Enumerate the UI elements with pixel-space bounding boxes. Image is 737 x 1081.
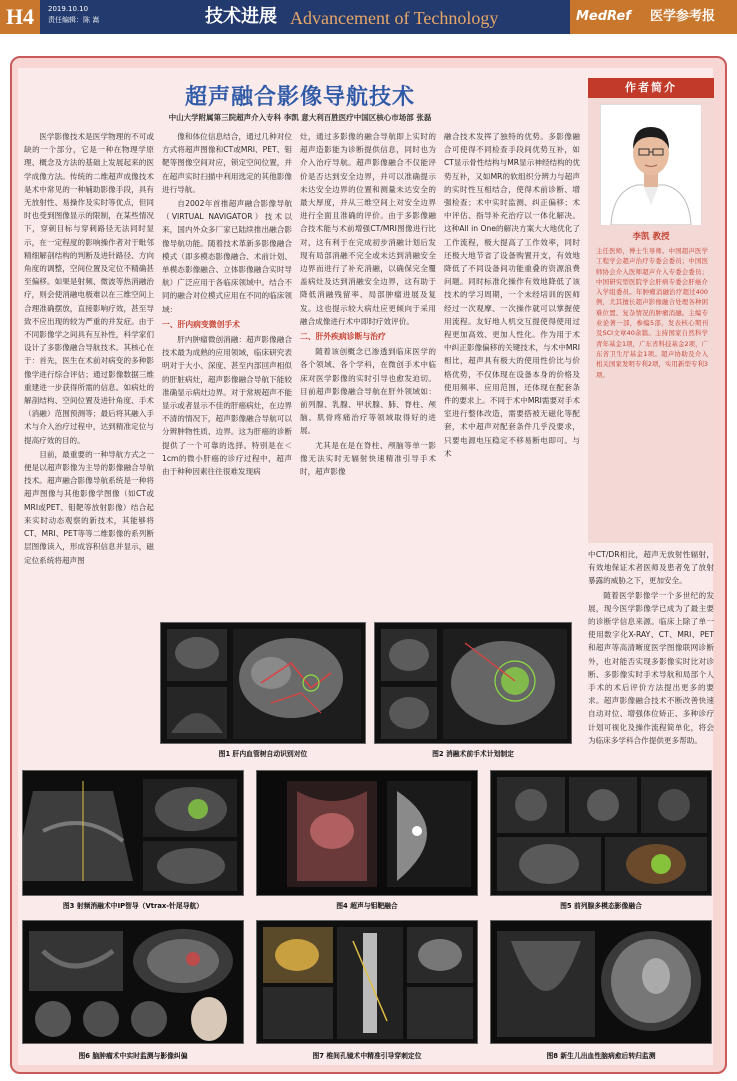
issue-date: 2019.10.10 — [48, 5, 89, 13]
brand-en: MedRef — [576, 9, 631, 24]
article-title: 超声融合影像导航技术 — [184, 85, 415, 110]
figure-6-caption: 图6 脑肿瘤术中实时监测与影像纠偏 — [78, 1052, 188, 1060]
figure-1-image — [160, 622, 366, 744]
paragraph: 医学影像技术是医学物理的不可或缺的一个部分，它是一种在物理学原理、概念及方法的基础上发展起来的医学成像方法。传统的二维超声成像技术是术中常见的一种辅助影像手段，具有无放射性、易操作及实时等优点，但同时也受到图像显示的限制，在某些情况下，穿刺目标与穿刺路径无法同时显示，在一定程度的影响操作者对于毗邻精细解剖结构的判断及进针路径、方向角度的调整，空间位置及定位不精确甚至偏移。如果是射频、微波等热消融治疗，则会使消融电极难以在三维空间上合理准确摆放，直接影响疗效，甚至导致不应出现的较为严重的并发症。由于不同影像学之间具有互补性，科学家们设计了多影像融合导航技术。其核心在于：首先，医生在术前对病变的多种影像学进行综合评估；通过影像数据三维重建进一步获得所需的信息。如病灶的解剖结构、空间位置及进针角度、手术（消融）范围预测等；最后将其融入手术与介入治疗过程中，达到精准定位与提高疗效的目的。 — [24, 132, 154, 445]
figure-2-caption: 图2 消融术前手术计划制定 — [432, 750, 514, 758]
figure-4-image — [256, 770, 478, 896]
paragraph: 像和体位信息结合，通过几种对位方式将超声图像和CT或MRI、PET、钼靶等图像空间对应，锁定空间位置，并在超声实时扫描中利用选定的其他影像进行导航。 — [162, 132, 292, 194]
figure-8-image — [490, 920, 712, 1044]
figure-1-caption: 图1 肝内血管树自动识别对位 — [218, 750, 308, 758]
text-column-4 — [444, 130, 580, 618]
author-portrait-image — [601, 105, 701, 225]
figure-6-image — [22, 920, 244, 1044]
author-photo — [600, 104, 700, 224]
figure-4-caption: 图4 超声与钼靶融合 — [336, 902, 398, 910]
paragraph: 灶，通过多影像的融合导航即上实时的超声造影能为诊断提供信息，同时也为介入治疗导航。超声影像融合不仅能评价是否达到安全边界，并可以准确提示未达安全边界的位置和测量未达安全的最大厚度，并从三维空间上对安全边界进行全面且准确的评价。由于多影像融合技术能与术前增强CT/MRI图像进行比对，这有利于在完成初步消融计划后发现有局部消融不完全或未达到消融安全边界而进行了补充消融，以确保完全覆盖病灶及达到消融安全边界，这有助于降低消融残留率、局部肿瘤进展及复发。这也提示较大病灶应更倾向于采用融合成像进行术中即时疗效评价。 — [300, 132, 436, 326]
paragraph: 随着医学影像学一个多世纪的发展，现今医学影像学已成为了最主要的诊断学信息来源。临床上除了单一使用数字化X-RAY、CT、MRI、PET和超声等高清晰度医学图像联网诊断外，也对能否实现多影像实时比对诊断、多影像实时手术导航和局部个人手术的术后评价方法提出更多的要求。超声影像融合技术不断改善快速自动对位、增强体位矫正、多种诊疗计划可视化及操作流程简单化，将会为临床多学科合作提供更多帮助。 — [588, 590, 714, 745]
page-number: H4 — [0, 0, 40, 34]
paragraph: 随着该创概念已渗透到临床医学的各个领域、各个学科，在微创手术中临床对医学影像的实时引导也愈发迫切。目前超声影像融合导航在肝外领域如：前列腺、乳腺、甲状腺、肺、脊柱、颅脑、肌骨疼痛治疗等领域取得好的进展。 — [300, 347, 436, 436]
figure-7-caption: 图7 椎间孔镜术中精准引导穿刺定位 — [312, 1052, 422, 1060]
editor: 责任编辑：陈 嵩 — [48, 16, 100, 24]
paragraph: 中CT/DR相比，超声无放射性辐射，有效地保证术者医师及患者免了放射暴露的威胁之下，更加安全。 — [588, 550, 714, 586]
author-box-header: 作者简介 — [588, 78, 714, 98]
figure-5-image — [490, 770, 712, 896]
paragraph: 目前，最重要的一种导航方式之一便是以超声影像为主导的影像融合导航技术。超声融合影像导航系统是一种将超声图像与其他影像学图像（如CT或MRI或PET、钼靶等放射影像）结合起来实时动态观察的新技术，其能够将CT、MRI、PET等等二维影像的系列断层图像读入，形成容积信息并显示，磁定位系统将超声图 — [24, 449, 154, 565]
figure-3-image — [22, 770, 244, 896]
author-name: 李凯 教授 — [632, 232, 670, 242]
text-column-5 — [588, 548, 714, 768]
figure-7-image — [256, 920, 478, 1044]
paragraph: 肝内肿瘤微创消融：超声影像融合技术最为成熟的应用领域，临床研究表明对于大小、深度、甚至内部回声相似的肝脏病灶，超声影像融合导航下能较准确显示病灶边界。对于常规超声不能显示或者显示不佳的肝癌病灶，在边界不清的情况下，超声影像融合导航可以分辨肿物性质、边界。这为肝癌的诊断提供了一个可靠的选择。特别是在＜1cm的微小肝癌的诊疗过程中，超声由于种种因素往往很难发现病 — [162, 335, 292, 477]
brand-block — [570, 0, 737, 34]
article-authors: 中山大学附属第三院超声介入专科 李凯 意大利百胜医疗中国区核心市场部 张磊 — [168, 113, 432, 122]
brand-cn: 医学参考报 — [650, 9, 716, 24]
figure-3-caption: 图3 射频消融术中IP智导（Vtrax-针尾导航） — [62, 902, 204, 910]
figure-8-caption: 图8 新生儿出血性脑病愈后转归监测 — [546, 1052, 656, 1060]
section-heading-extrahepatic: 二、肝外疾病诊断与治疗 — [300, 332, 386, 342]
text-column-1 — [24, 130, 154, 734]
masthead — [0, 0, 737, 34]
figure-2-image — [374, 622, 572, 744]
figure-5-caption: 图5 前列腺多模态影像融合 — [560, 902, 642, 910]
paragraph: 融合技术发挥了独特的优势。多影像融合可使得不同检查手段间优势互补，如CT显示骨性结构与MR显示神经结构的优势互补，又如MR的软组织分辨力与超声的实时性互相结合，使得术前诊断、增强检查；术中实时监测、纠正偏移；术中评估、指导补充治疗以一体化解决。这种All in One的解决方案大大地优化了工作流程，极大提高了工作效率，同时还极大地节省了设备购置开支，有效地降低了不同设备间功能重叠的资源浪费问题。同时标准化操作有效地降低了该技术的学习周期，一个未经培训的医师经过一次观摩、一次操作就可以掌握使用流程。友好地人机交互提使得使用过程更加高效、更加人性化。作为用于术中纠正影像偏移的关键技术，与术中MRI相比，超声具有极大的使用性价比与价格优势，不仅体现在设备本身的价格及使用频率、应用范围，还体现在配套条件的要求上。不同于术中MRI需要对手术室进行整体改造，需要搭被无磁化等配套，术中超声对配套条件几乎没要求，只要电源电压稳定不移易断电即可。与术 — [444, 132, 580, 458]
text-column-3 — [300, 130, 436, 618]
section-title-cn: 技术进展 — [205, 6, 277, 27]
section-title-en: Advancement of Technology — [290, 8, 499, 28]
text-column-2 — [162, 130, 292, 618]
paragraph: 尤其是在是在脊柱、颅脑等单一影像无法实时无辐射快速精准引导手术时，超声影像 — [300, 440, 436, 477]
paragraph: 自2002年首推超声融合影像导航（VIRTUAL NAVIGATOR）技术以来，国内外众多厂家已陆续推出融合影像导航功能。随着技术革新多影像融合模式（即多模态影像融合、术前计划、单模态影像融合、立体影像融合实时导航）广泛应用于各临床领域中。结合不同的融合对位模式应用在不同的临床领域： — [162, 199, 292, 314]
section-heading-liver: 一、肝内病变微创手术 — [162, 319, 240, 329]
author-bio: 主任医师，博士生导师。中国超声医学工程学会超声治疗专委会委员；中国医师协会介入医师超声介入专委会委员；中国研究型医院学会肝病专委会肝癌介入学组委员。年肿瘤消融治疗超过400例，尤其擅长超声影像融合处理各种困难位置、复杂情况的肿瘤消融。主编专业论著一部，参编5部，发表核心期刊及SCI文章40余篇。主持国家自然科学青年基金1项，广东省科技基金2项，广东省卫生厅基金1项。超声协助及介入相关国家发明专利2项，实用新型专利3项。 — [596, 247, 708, 379]
issue-info — [48, 4, 99, 26]
